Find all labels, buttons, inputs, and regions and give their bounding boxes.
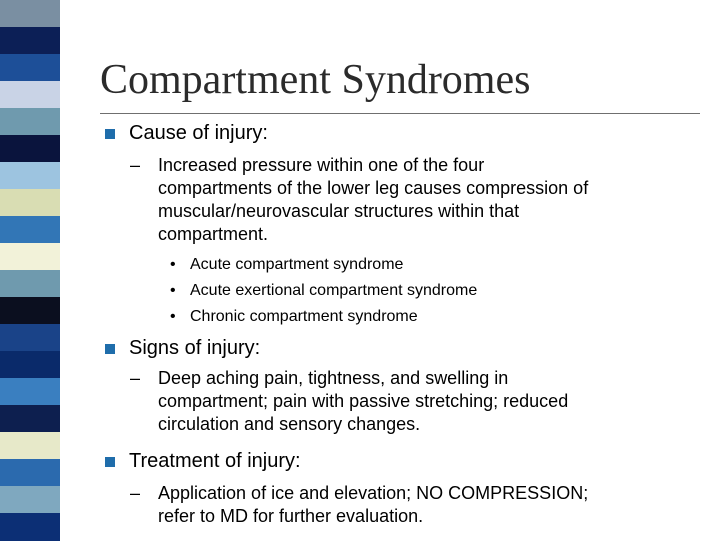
- list-item-text: Acute exertional compartment syndrome: [190, 282, 478, 299]
- stripe-square: [0, 162, 60, 190]
- stripe-square: [0, 351, 60, 379]
- slide-title: Compartment Syndromes: [100, 57, 531, 103]
- text-line: compartment.: [158, 224, 269, 244]
- stripe-square: [0, 81, 60, 109]
- section-heading: Treatment of injury:: [129, 450, 301, 472]
- stripe-square: [0, 216, 60, 244]
- title-divider: [100, 113, 700, 114]
- stripe-square: [0, 0, 60, 28]
- stripe-square: [0, 243, 60, 271]
- stripe-square: [0, 513, 60, 541]
- stripe-square: [0, 405, 60, 433]
- text-line: compartment; pain with passive stretching; reduced: [158, 391, 569, 411]
- dash-bullet: –: [130, 368, 141, 388]
- text-line: Application of ice and elevation; NO COMPRESSION;: [158, 483, 589, 503]
- stripe-square: [0, 189, 60, 217]
- text-line: refer to MD for further evaluation.: [158, 506, 424, 526]
- decorative-stripe: [0, 0, 60, 540]
- list-item-text: Chronic compartment syndrome: [190, 308, 418, 325]
- dot-bullet: •: [170, 256, 176, 273]
- stripe-square: [0, 297, 60, 325]
- dash-bullet: –: [130, 483, 141, 503]
- stripe-square: [0, 135, 60, 163]
- list-item-text: Acute compartment syndrome: [190, 256, 404, 273]
- stripe-square: [0, 459, 60, 487]
- dash-bullet: –: [130, 155, 141, 175]
- stripe-square: [0, 27, 60, 55]
- section-heading: Cause of injury:: [129, 122, 268, 144]
- stripe-square: [0, 54, 60, 82]
- text-line: compartments of the lower leg causes compression of: [158, 178, 589, 198]
- text-line: Increased pressure within one of the four: [158, 155, 485, 175]
- stripe-square: [0, 432, 60, 460]
- section-heading: Signs of injury:: [129, 337, 261, 359]
- stripe-square: [0, 270, 60, 298]
- square-bullet-icon: [105, 129, 115, 139]
- dot-bullet: •: [170, 282, 176, 299]
- stripe-square: [0, 378, 60, 406]
- stripe-square: [0, 324, 60, 352]
- text-line: muscular/neurovascular structures within that: [158, 201, 520, 221]
- stripe-square: [0, 108, 60, 136]
- square-bullet-icon: [105, 344, 115, 354]
- text-line: Deep aching pain, tightness, and swelling in: [158, 368, 509, 388]
- stripe-square: [0, 486, 60, 514]
- square-bullet-icon: [105, 457, 115, 467]
- text-line: circulation and sensory changes.: [158, 414, 421, 434]
- dot-bullet: •: [170, 308, 176, 325]
